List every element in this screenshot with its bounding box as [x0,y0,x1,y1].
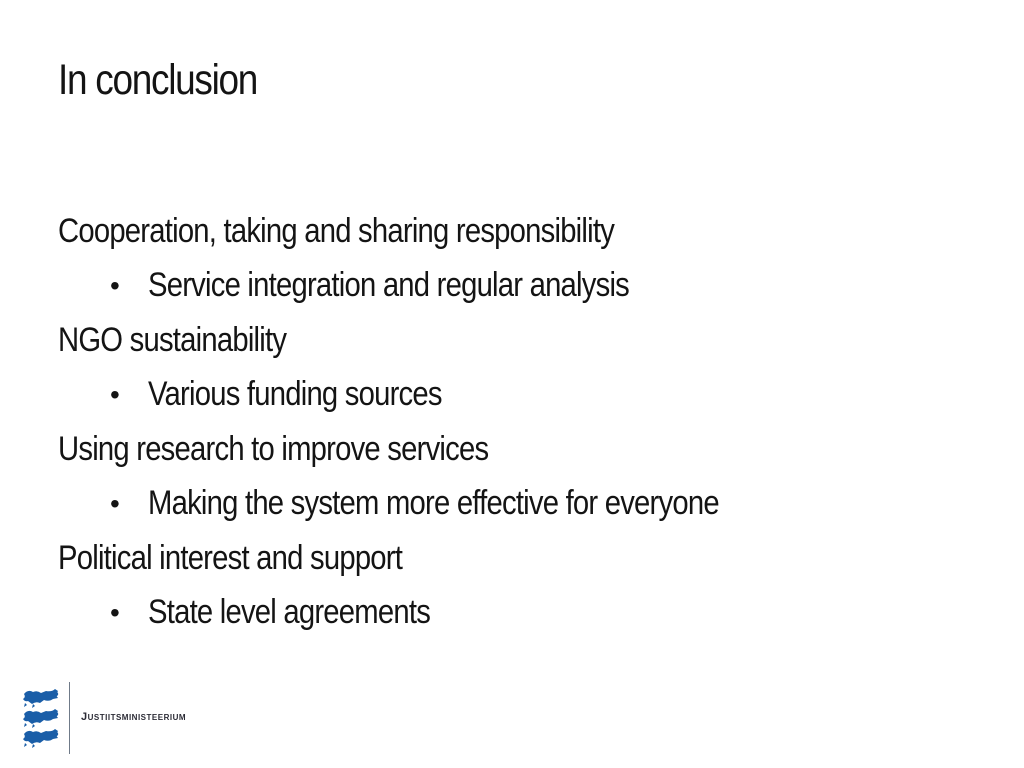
point-text: Using research to improve services [58,429,489,468]
bullet-icon: • [110,378,120,410]
list-item [58,531,958,586]
footer-logo [22,682,242,756]
bullet-icon: • [110,596,120,628]
sub-point-text: State level agreements [148,593,431,632]
point-text: Political interest and support [58,538,403,577]
sub-point-text: Service integration and regular analysis [148,266,630,305]
logo-divider [69,682,70,754]
point-text: Cooperation, taking and sharing responsibility [58,211,615,250]
three-lions-coat-of-arms-icon [22,688,60,750]
point-text: NGO sustainability [58,320,287,359]
sub-point-text: Making the system more effective for everyone [148,484,719,523]
bullet-icon: • [110,487,120,519]
list-item [58,313,958,368]
sub-list-item [58,368,958,423]
sub-list-item [58,586,958,641]
slide-content [58,204,958,640]
list-item [58,422,958,477]
bullet-icon: • [110,269,120,301]
sub-list-item [58,259,958,314]
sub-point-text: Various funding sources [148,375,442,414]
ministry-name: Justiitsministeerium [81,711,187,723]
list-item [58,204,958,259]
slide-title: In conclusion [58,56,258,104]
sub-list-item [58,477,958,532]
